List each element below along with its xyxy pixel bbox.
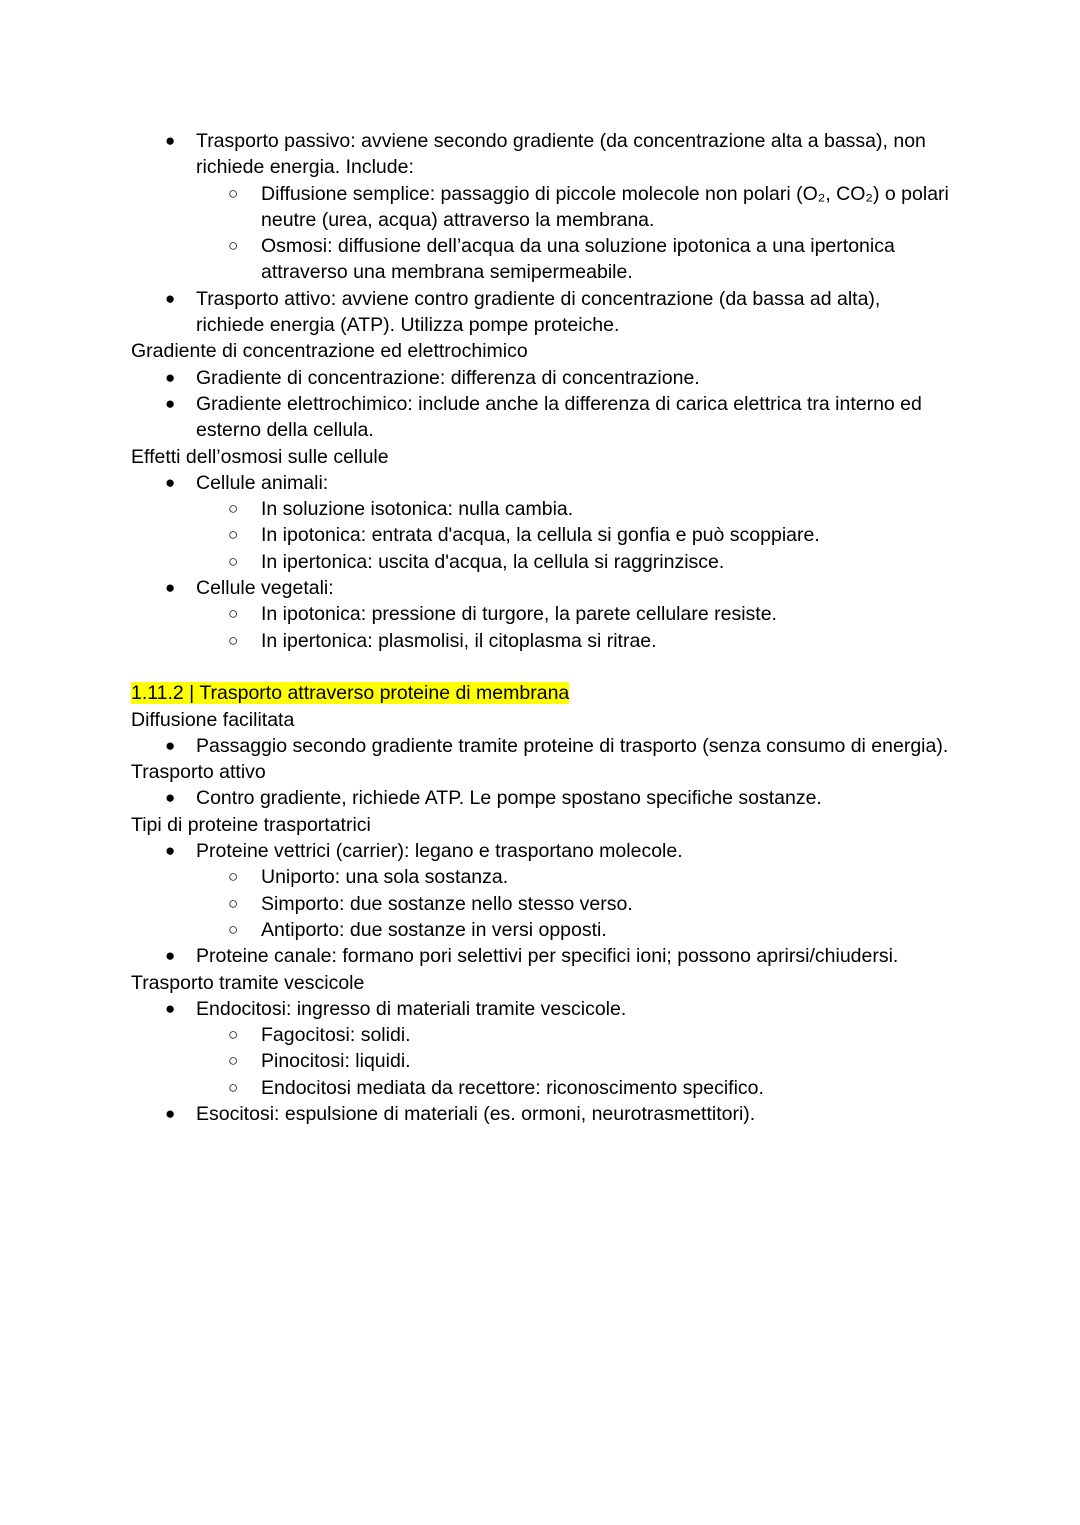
section-title <box>131 680 951 706</box>
list-item-proteine-vettrici: ● Proteine vettrici (carrier): legano e trasportano molecole. <box>131 838 951 864</box>
bullet-dot-icon: ● <box>165 472 176 492</box>
list-item-esocitosi: ● Esocitosi: espulsione di materiali (es. ormoni, neurotrasmettitori). <box>131 1101 951 1127</box>
bullet-circle-icon: ○ <box>228 919 239 939</box>
sub-item: ○ In ipotonica: pressione di turgore, la parete cellulare resiste. <box>131 601 951 627</box>
sub-item-osmosi: ○ Osmosi: diffusione dell’acqua da una soluzione ipotonica a una ipertonica attraverso una membrana semipermeabile. <box>228 235 895 284</box>
sub-item: ○ In soluzione isotonica: nulla cambia. <box>131 496 951 522</box>
blank-line <box>131 654 951 680</box>
bullet-dot-icon: ● <box>165 393 176 413</box>
sub-item: ○ Antiporto: due sostanze in versi opposti. <box>131 917 951 943</box>
sub-item: ○ In ipertonica: plasmolisi, il citoplasma si ritrae. <box>131 628 951 654</box>
bullet-dot-icon: ● <box>165 578 176 598</box>
bullet-circle-icon: ○ <box>228 893 239 913</box>
bullet-dot-icon: ● <box>165 788 176 808</box>
heading-effetti-osmosi: Effetti dell’osmosi sulle cellule <box>131 445 389 468</box>
list-item: ● Contro gradiente, richiede ATP. Le pompe spostano specifiche sostanze. <box>131 785 951 811</box>
bullet-dot-icon: ● <box>165 735 176 755</box>
bullet-circle-icon: ○ <box>228 1077 239 1097</box>
bullet-circle-icon: ○ <box>228 1025 239 1045</box>
list-item-trasporto-passivo: ● Trasporto passivo: avviene secondo gradiente (da concentrazione alta a bassa), non richiede energia. Include: <box>165 130 926 179</box>
sub-item: ○ Simporto: due sostanze nello stesso verso. <box>131 891 951 917</box>
bullet-dot-icon: ● <box>165 946 176 966</box>
sub-item: ○ Endocitosi mediata da recettore: riconoscimento specifico. <box>131 1075 951 1101</box>
list-item-cellule-vegetali: ● Cellule vegetali: <box>131 575 951 601</box>
heading-diffusione-facilitata: Diffusione facilitata <box>131 708 295 731</box>
bullet-dot-icon: ● <box>165 288 176 308</box>
bullet-circle-icon: ○ <box>228 867 239 887</box>
bullet-circle-icon: ○ <box>228 525 239 545</box>
bullet-circle-icon: ○ <box>228 236 239 256</box>
sub-item: ○ Uniporto: una sola sostanza. <box>131 864 951 890</box>
bullet-circle-icon: ○ <box>228 551 239 571</box>
bullet-circle-icon: ○ <box>228 630 239 650</box>
bullet-dot-icon: ● <box>165 367 176 387</box>
sub-item: ○ Fagocitosi: solidi. <box>131 1022 951 1048</box>
list-item-cellule-animali: ● Cellule animali: <box>131 470 951 496</box>
heading-trasporto-attivo: Trasporto attivo <box>131 761 266 784</box>
highlighted-title: 1.11.2 | Trasporto attraverso proteine di membrana <box>131 682 570 705</box>
list-item: ● Gradiente di concentrazione: differenza di concentrazione. <box>131 365 951 391</box>
list-item-proteine-canale: ● Proteine canale: formano pori selettivi per specifici ioni; possono aprirsi/chiudersi. <box>131 943 951 969</box>
sub-item: ○ In ipotonica: entrata d'acqua, la cellula si gonfia e può scoppiare. <box>131 522 951 548</box>
list-item: ● Gradiente elettrochimico: include anche la differenza di carica elettrica tra interno ed esterno della cellula. <box>165 392 922 442</box>
list-item: ● Passaggio secondo gradiente tramite proteine di trasporto (senza consumo di energia). <box>131 733 951 759</box>
list-item-trasporto-attivo: ● Trasporto attivo: avviene contro gradiente di concentrazione (da bassa ad alta), richiede energia (ATP). Utilizza pompe proteiche. <box>165 287 881 337</box>
bullet-dot-icon: ● <box>165 1103 176 1123</box>
bullet-dot-icon: ● <box>165 998 176 1018</box>
bullet-dot-icon: ● <box>165 841 176 861</box>
bullet-circle-icon: ○ <box>228 499 239 519</box>
document-body <box>131 128 951 1127</box>
heading-tipi-proteine: Tipi di proteine trasportatrici <box>131 813 371 836</box>
bullet-circle-icon: ○ <box>228 604 239 624</box>
heading-gradiente: Gradiente di concentrazione ed elettrochimico <box>131 340 528 363</box>
sub-item: ○ In ipertonica: uscita d'acqua, la cellula si raggrinzisce. <box>131 549 951 575</box>
bullet-circle-icon: ○ <box>228 1051 239 1071</box>
heading-trasporto-vescicole: Trasporto tramite vescicole <box>131 971 365 994</box>
list-item-endocitosi: ● Endocitosi: ingresso di materiali tramite vescicole. <box>131 996 951 1022</box>
sub-item: ○ Pinocitosi: liquidi. <box>131 1048 951 1074</box>
bullet-circle-icon: ○ <box>228 183 239 203</box>
sub-item-diffusione-semplice: ○ Diffusione semplice: passaggio di piccole molecole non polari (O₂, CO₂) o polari neutre (urea, acqua) attraverso la membrana. <box>228 182 949 231</box>
bullet-dot-icon: ● <box>165 131 176 150</box>
